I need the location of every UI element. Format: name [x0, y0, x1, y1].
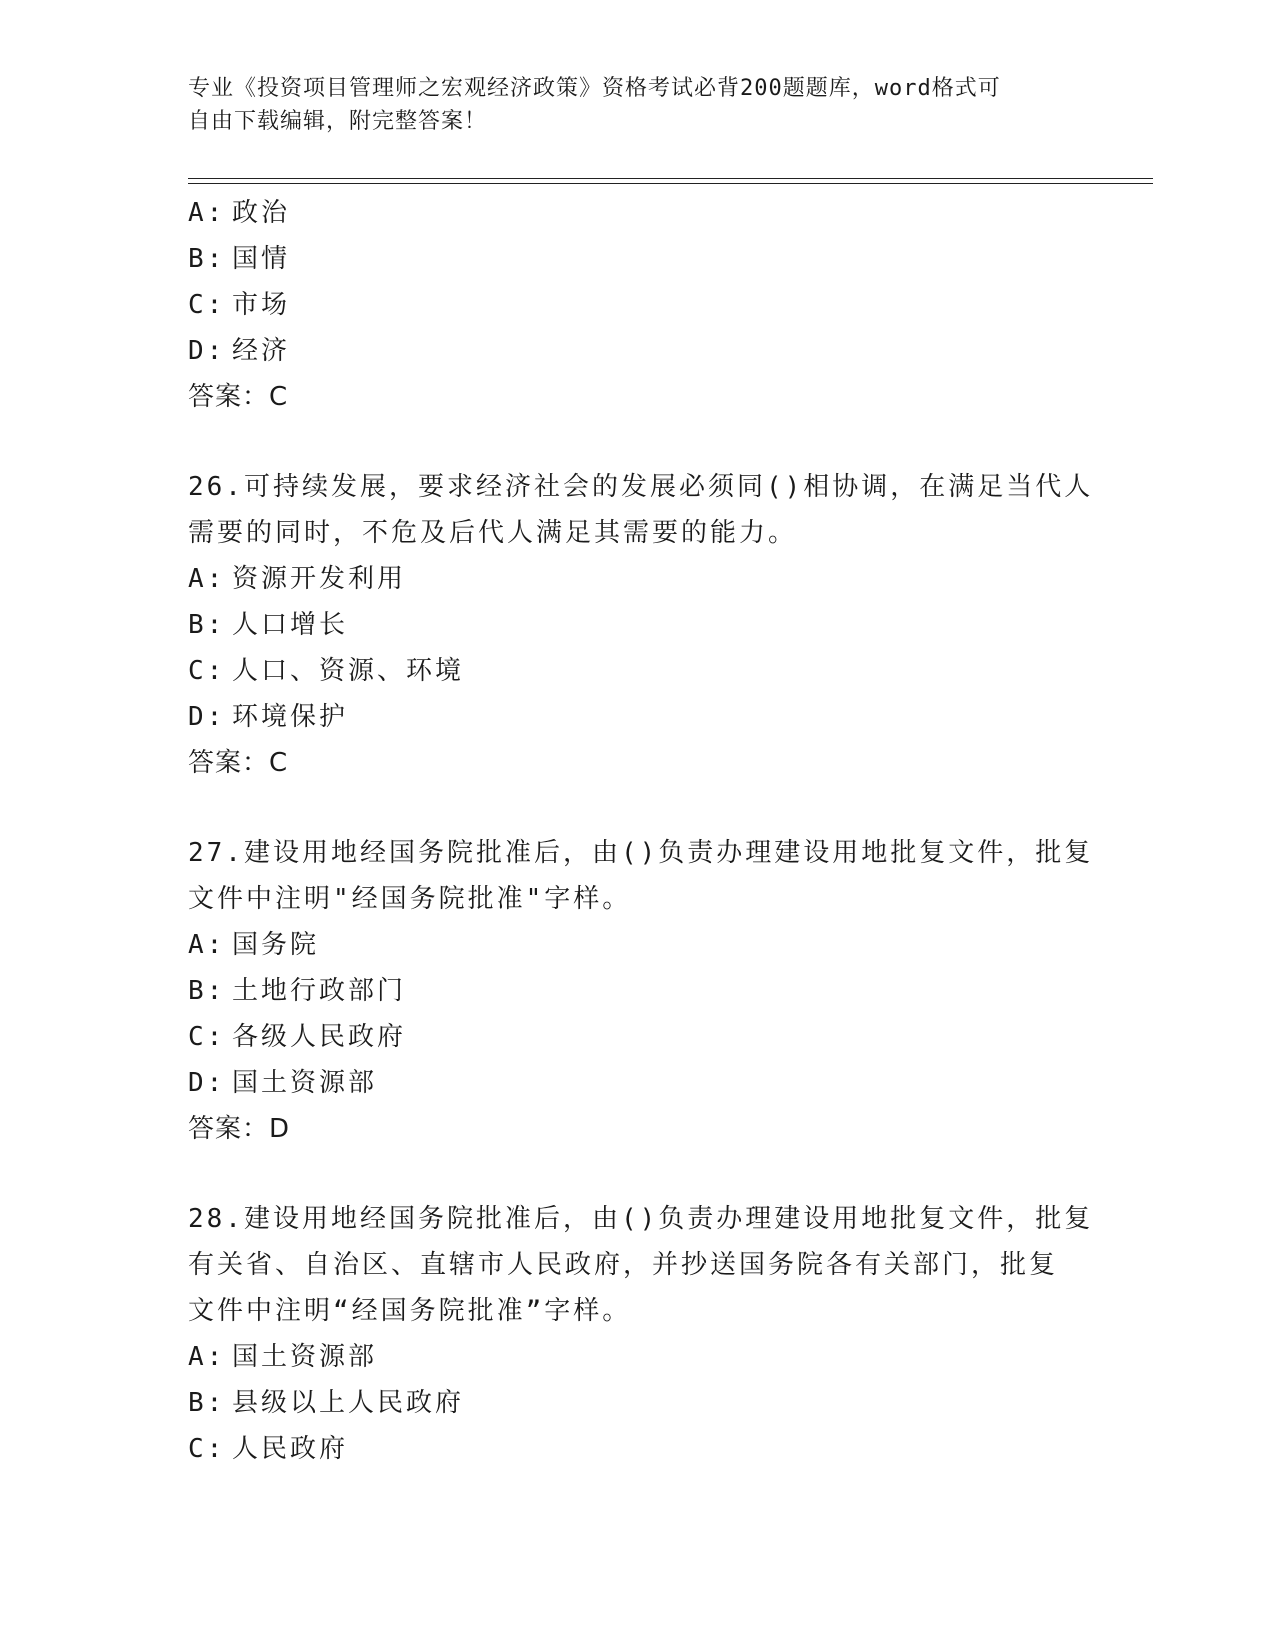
answer: 答案：D [188, 1114, 291, 1144]
option-d: D: 经济 [188, 336, 291, 366]
option-b: B: 县级以上人民政府 [188, 1388, 465, 1418]
question-list [188, 190, 1094, 1472]
question-27 [188, 830, 1094, 1152]
answer: 答案：C [188, 748, 289, 778]
option-a: A: 国务院 [188, 930, 320, 960]
question-25 [188, 190, 1088, 420]
header-divider-top [188, 178, 1153, 179]
option-c: C: 人口、资源、环境 [188, 656, 465, 686]
header-line-2: 自由下载编辑，附完整答案！ [188, 109, 488, 134]
question-26 [188, 464, 1094, 786]
option-a: A: 国土资源部 [188, 1342, 378, 1372]
question-text: 28.建设用地经国务院批准后，由()负责办理建设用地批复文件，批复 有关省、自治区、直辖市人民政府，并抄送国务院各有关部门，批复 文件中注明“经国务院批准”字样。 [188, 1204, 1094, 1326]
answer: 答案：C [188, 382, 289, 412]
option-d: D: 环境保护 [188, 702, 349, 732]
question-text: 26.可持续发展，要求经济社会的发展必须同()相协调，在满足当代人 需要的同时，不危及后代人满足其需要的能力。 [188, 472, 1094, 548]
option-d: D: 国土资源部 [188, 1068, 378, 1098]
option-c: C: 市场 [188, 290, 291, 320]
option-c: C: 各级人民政府 [188, 1022, 407, 1052]
option-b: B: 土地行政部门 [188, 976, 407, 1006]
header-line-1: 专业《投资项目管理师之宏观经济政策》资格考试必背200题题库，word格式可 [188, 76, 1001, 101]
question-28 [188, 1196, 1094, 1472]
option-a: A: 资源开发利用 [188, 564, 407, 594]
option-b: B: 人口增长 [188, 610, 349, 640]
option-b: B: 国情 [188, 244, 291, 274]
option-a: A: 政治 [188, 198, 291, 228]
header-divider-bottom [188, 183, 1153, 184]
option-c: C: 人民政府 [188, 1434, 349, 1464]
question-text: 27.建设用地经国务院批准后，由()负责办理建设用地批复文件，批复 文件中注明"经国务院批准"字样。 [188, 838, 1094, 914]
document-header [188, 72, 1068, 138]
